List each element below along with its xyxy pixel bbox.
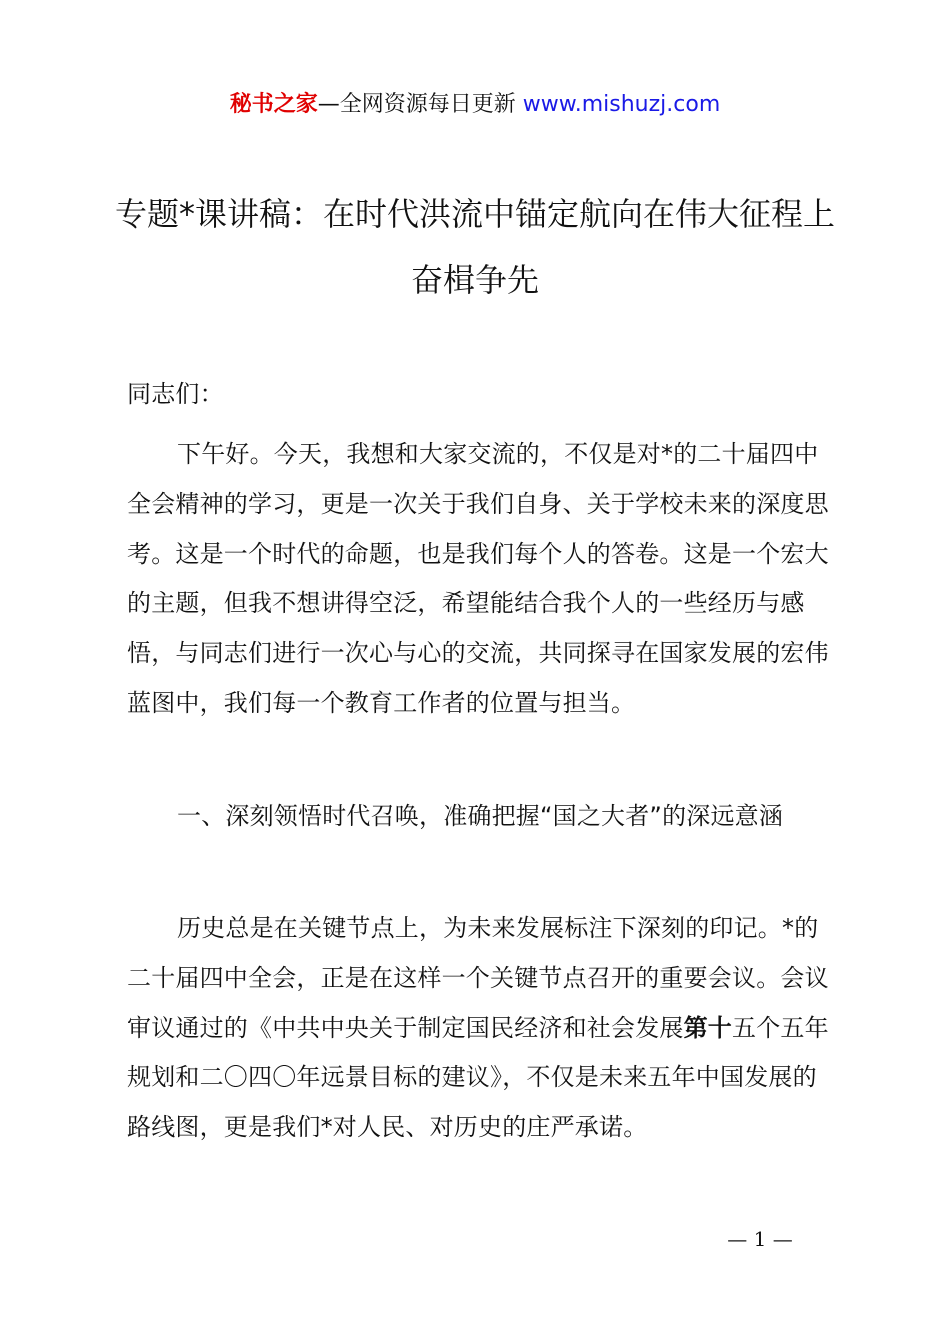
site-header — [0, 88, 950, 122]
paragraph-history-part2: 五个五年规划和二〇四〇年远景目标的建议》，不仅是未来五年中国发展的路线图，更是我们*对人民、对历史的庄严承诺。 — [127, 1013, 829, 1142]
document-title: 专题*课讲稿：在时代洪流中锚定航向在伟大征程上奋楫争先 — [114, 195, 835, 299]
paragraph-intro: 下午好。今天，我想和大家交流的，不仅是对*的二十届四中全会精神的学习，更是一次关于我们自身、关于学校未来的深度思考。这是一个时代的命题，也是我们每个人的答卷。这是一个宏大的主题，但我不想讲得空泛，希望能结合我个人的一些经历与感悟，与同志们进行一次心与心的交流，共同探寻在国家发展的宏伟蓝图中，我们每一个教育工作者的位置与担当。 — [127, 440, 829, 717]
site-url-link[interactable]: www.mishuzj.com — [522, 92, 721, 117]
page-number: — 1 — — [727, 1227, 793, 1251]
greeting: 同志们： — [127, 380, 224, 408]
header-tagline: —全网资源每日更新 — [317, 92, 516, 117]
paragraph-history — [127, 904, 833, 1153]
section-heading-1: 一、深刻领悟时代召唤，准确把握“国之大者”的深远意涵 — [177, 802, 784, 830]
brand-name: 秘书之家 — [229, 92, 318, 117]
paragraph-history-part1: 历史总是在关键节点上，为未来发展标注下深刻的印记。*的二十届四中全会，正是在这样一个关键节点召开的重要会议。会议审议通过的《中共中央关于制定国民经济和社会发展 — [127, 914, 829, 1042]
paragraph-history-bold: 第十 — [683, 1013, 733, 1042]
